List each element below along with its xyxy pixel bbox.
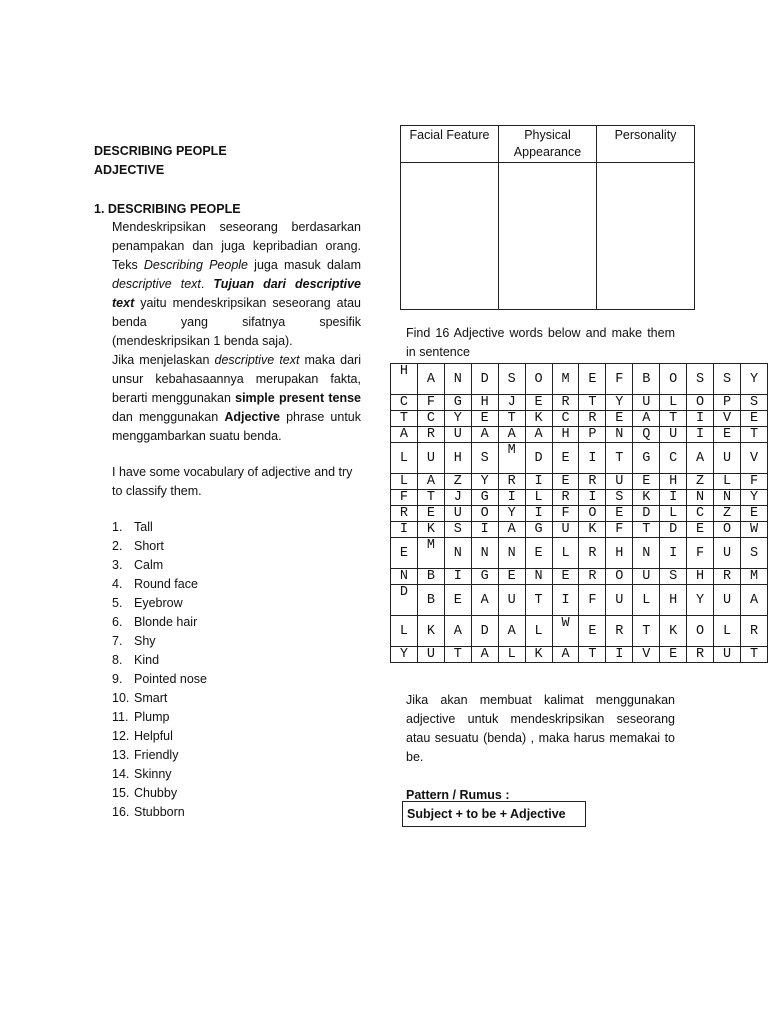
para2-text-b: maka dari unsur kebahasaannya merupakan fakta, berarti menggunakan xyxy=(112,353,361,405)
wordsearch-cell[interactable]: N xyxy=(687,490,714,506)
para2-bold-b: Adjective xyxy=(224,410,280,424)
wordsearch-cell[interactable]: F xyxy=(606,364,633,395)
wordsearch-cell[interactable]: L xyxy=(633,585,660,616)
wordsearch-cell[interactable]: T xyxy=(606,443,633,474)
wordsearch-cell[interactable]: N xyxy=(444,364,471,395)
vocab-item xyxy=(112,594,312,613)
wordsearch-row xyxy=(391,443,768,474)
wordsearch-cell[interactable]: I xyxy=(391,522,418,538)
wordsearch-cell[interactable]: N xyxy=(606,427,633,443)
wordsearch-cell[interactable]: R xyxy=(498,474,525,490)
wordsearch-grid xyxy=(390,363,768,663)
wordsearch-cell[interactable]: N xyxy=(714,490,741,506)
wordsearch-cell[interactable]: N xyxy=(525,569,552,585)
wordsearch-cell[interactable]: T xyxy=(633,616,660,647)
wordsearch-cell[interactable]: C xyxy=(687,506,714,522)
wordsearch-cell[interactable]: S xyxy=(740,538,767,569)
wordsearch-cell[interactable]: S xyxy=(498,364,525,395)
wordsearch-cell[interactable]: E xyxy=(606,506,633,522)
wordsearch-cell[interactable]: T xyxy=(740,647,767,663)
vocab-item xyxy=(112,575,312,594)
wordsearch-cell[interactable]: E xyxy=(552,474,579,490)
header-facial-feature: Facial Feature xyxy=(401,126,499,163)
wordsearch-row xyxy=(391,364,768,395)
wordsearch-cell[interactable]: U xyxy=(714,443,741,474)
wordsearch-cell[interactable]: G xyxy=(444,395,471,411)
wordsearch-cell[interactable]: Q xyxy=(633,427,660,443)
wordsearch-cell[interactable]: C xyxy=(391,395,418,411)
wordsearch-cell[interactable]: W xyxy=(552,616,579,647)
wordsearch-cell[interactable]: A xyxy=(391,427,418,443)
wordsearch-cell[interactable]: A xyxy=(740,585,767,616)
wordsearch-cell[interactable]: B xyxy=(417,569,444,585)
vocab-item-word: Eyebrow xyxy=(134,596,183,610)
wordsearch-cell[interactable]: E xyxy=(498,569,525,585)
wordsearch-cell[interactable]: T xyxy=(740,427,767,443)
wordsearch-cell[interactable]: C xyxy=(552,411,579,427)
wordsearch-cell[interactable]: G xyxy=(471,490,498,506)
wordsearch-cell[interactable]: T xyxy=(633,522,660,538)
section-paragraph-2 xyxy=(112,351,361,446)
wordsearch-cell[interactable]: V xyxy=(714,411,741,427)
wordsearch-cell[interactable]: F xyxy=(552,506,579,522)
wordsearch-cell[interactable]: U xyxy=(417,443,444,474)
wordsearch-cell[interactable]: G xyxy=(525,522,552,538)
para1-text-b: juga masuk dalam xyxy=(248,258,361,272)
wordsearch-cell[interactable]: D xyxy=(525,443,552,474)
wordsearch-cell[interactable]: O xyxy=(687,395,714,411)
vocab-item-number: 12. xyxy=(112,729,130,743)
wordsearch-cell[interactable]: E xyxy=(606,411,633,427)
wordsearch-cell[interactable]: L xyxy=(660,395,687,411)
wordsearch-cell[interactable]: O xyxy=(579,506,606,522)
classification-table xyxy=(400,125,695,310)
vocab-item xyxy=(112,670,312,689)
wordsearch-cell[interactable]: R xyxy=(714,569,741,585)
wordsearch-cell[interactable]: E xyxy=(687,522,714,538)
wordsearch-cell[interactable]: O xyxy=(687,616,714,647)
wordsearch-cell[interactable]: U xyxy=(660,427,687,443)
para2-text-d: phrase untuk menggambarkan suatu benda. xyxy=(112,410,361,443)
wordsearch-cell[interactable]: I xyxy=(471,522,498,538)
wordsearch-row xyxy=(391,616,768,647)
wordsearch-cell[interactable]: A xyxy=(498,427,525,443)
wordsearch-cell[interactable]: T xyxy=(660,411,687,427)
para1-italic-b: descriptive text xyxy=(112,277,201,291)
wordsearch-cell[interactable]: L xyxy=(391,474,418,490)
title-line-1: DESCRIBING PEOPLE xyxy=(94,144,227,158)
wordsearch-cell[interactable]: L xyxy=(660,506,687,522)
wordsearch-cell[interactable]: V xyxy=(633,647,660,663)
wordsearch-cell[interactable]: A xyxy=(471,585,498,616)
wordsearch-cell[interactable]: G xyxy=(633,443,660,474)
wordsearch-row xyxy=(391,395,768,411)
wordsearch-cell[interactable]: U xyxy=(714,585,741,616)
wordsearch-cell[interactable]: S xyxy=(444,522,471,538)
wordsearch-row xyxy=(391,538,768,569)
wordsearch-cell[interactable]: T xyxy=(391,411,418,427)
wordsearch-cell[interactable]: U xyxy=(444,506,471,522)
pattern-label: Pattern / Rumus : xyxy=(406,788,510,802)
para2-italic: descriptive text xyxy=(214,353,300,367)
wordsearch-cell[interactable]: E xyxy=(579,616,606,647)
wordsearch-cell[interactable]: U xyxy=(552,522,579,538)
wordsearch-cell[interactable]: U xyxy=(606,474,633,490)
vocab-item-number: 1. xyxy=(112,520,123,534)
wordsearch-cell[interactable]: I xyxy=(660,538,687,569)
wordsearch-cell[interactable]: B xyxy=(417,585,444,616)
wordsearch-cell[interactable]: A xyxy=(633,411,660,427)
vocab-item-word: Chubby xyxy=(134,786,178,800)
wordsearch-cell[interactable]: R xyxy=(417,427,444,443)
wordsearch-cell[interactable]: Z xyxy=(714,506,741,522)
wordsearch-cell[interactable]: R xyxy=(552,490,579,506)
wordsearch-cell[interactable]: L xyxy=(391,443,418,474)
wordsearch-cell[interactable]: M xyxy=(552,364,579,395)
wordsearch-cell[interactable]: I xyxy=(579,490,606,506)
wordsearch-cell[interactable]: A xyxy=(552,647,579,663)
wordsearch-cell[interactable]: H xyxy=(606,538,633,569)
para1-bold-italic: Tujuan dari descriptive text xyxy=(112,277,361,310)
wordsearch-cell[interactable]: W xyxy=(740,522,767,538)
wordsearch-cell[interactable]: I xyxy=(606,647,633,663)
wordsearch-cell[interactable]: R xyxy=(687,647,714,663)
wordsearch-cell[interactable]: F xyxy=(740,474,767,490)
wordsearch-cell[interactable]: Y xyxy=(391,647,418,663)
wordsearch-cell[interactable]: O xyxy=(660,364,687,395)
vocab-item xyxy=(112,689,312,708)
wordsearch-cell[interactable]: T xyxy=(525,585,552,616)
vocab-item-number: 15. xyxy=(112,786,130,800)
wordsearch-cell[interactable]: A xyxy=(471,647,498,663)
wordsearch-cell[interactable]: H xyxy=(660,585,687,616)
vocab-item xyxy=(112,746,312,765)
wordsearch-cell[interactable]: E xyxy=(579,364,606,395)
wordsearch-instruction: Find 16 Adjective words below and make them in sentence xyxy=(406,326,675,359)
wordsearch-cell[interactable]: L xyxy=(525,490,552,506)
wordsearch-cell[interactable]: H xyxy=(687,569,714,585)
vocab-item-word: Stubborn xyxy=(134,805,185,819)
vocab-item-number: 5. xyxy=(112,596,123,610)
wordsearch-cell[interactable]: A xyxy=(687,443,714,474)
vocab-item-word: Short xyxy=(134,539,164,553)
vocab-item-word: Blonde hair xyxy=(134,615,198,629)
wordsearch-cell[interactable]: J xyxy=(444,490,471,506)
wordsearch-cell[interactable]: R xyxy=(579,411,606,427)
wordsearch-cell[interactable]: U xyxy=(498,585,525,616)
wordsearch-row xyxy=(391,647,768,663)
wordsearch-cell[interactable]: U xyxy=(633,395,660,411)
wordsearch-cell[interactable]: D xyxy=(633,506,660,522)
wordsearch-cell[interactable]: T xyxy=(417,490,444,506)
wordsearch-cell[interactable]: R xyxy=(740,616,767,647)
wordsearch-cell[interactable]: T xyxy=(579,395,606,411)
wordsearch-cell[interactable]: E xyxy=(552,569,579,585)
vocab-item-number: 3. xyxy=(112,558,123,572)
wordsearch-cell[interactable]: L xyxy=(498,647,525,663)
wordsearch-cell[interactable]: S xyxy=(714,364,741,395)
wordsearch-cell[interactable]: I xyxy=(498,490,525,506)
wordsearch-cell[interactable]: E xyxy=(552,443,579,474)
vocab-item xyxy=(112,651,312,670)
para1-italic-a: Describing People xyxy=(143,258,249,272)
wordsearch-cell[interactable]: Z xyxy=(444,474,471,490)
facial-feature-cell[interactable] xyxy=(401,163,499,310)
wordsearch-cell[interactable]: F xyxy=(687,538,714,569)
vocab-item-word: Smart xyxy=(134,691,168,705)
vocab-item xyxy=(112,765,312,784)
wordsearch-cell[interactable]: C xyxy=(660,443,687,474)
wordsearch-cell[interactable]: N xyxy=(498,538,525,569)
wordsearch-row xyxy=(391,427,768,443)
wordsearch-cell[interactable]: K xyxy=(417,616,444,647)
vocab-item-number: 4. xyxy=(112,577,123,591)
wordsearch-cell[interactable]: R xyxy=(579,569,606,585)
wordsearch-cell[interactable]: U xyxy=(633,569,660,585)
wordsearch-cell[interactable]: F xyxy=(391,490,418,506)
vocab-item xyxy=(112,556,312,575)
vocab-item xyxy=(112,537,312,556)
title-line-2: ADJECTIVE xyxy=(94,163,165,177)
wordsearch-cell[interactable]: E xyxy=(525,395,552,411)
wordsearch-cell[interactable]: R xyxy=(579,474,606,490)
vocab-item xyxy=(112,632,312,651)
wordsearch-row xyxy=(391,490,768,506)
wordsearch-cell[interactable]: E xyxy=(391,538,418,569)
wordsearch-cell[interactable]: F xyxy=(579,585,606,616)
vocab-item xyxy=(112,518,312,537)
wordsearch-cell[interactable]: K xyxy=(525,411,552,427)
wordsearch-cell[interactable]: A xyxy=(498,616,525,647)
wordsearch-cell[interactable]: M xyxy=(740,569,767,585)
wordsearch-cell[interactable]: H xyxy=(391,364,418,395)
wordsearch-cell[interactable]: U xyxy=(714,538,741,569)
wordsearch-cell[interactable]: I xyxy=(525,474,552,490)
wordsearch-cell[interactable]: S xyxy=(687,364,714,395)
wordsearch-cell[interactable]: Y xyxy=(498,506,525,522)
wordsearch-cell[interactable]: U xyxy=(444,427,471,443)
wordsearch-cell[interactable]: A xyxy=(417,364,444,395)
wordsearch-cell[interactable]: F xyxy=(417,395,444,411)
wordsearch-cell[interactable]: A xyxy=(471,427,498,443)
wordsearch-row xyxy=(391,585,768,616)
para1-text-a: Mendeskripsikan seseorang berdasarkan penampakan dan juga kepribadian orang. Teks xyxy=(112,220,361,272)
wordsearch-cell[interactable]: Y xyxy=(606,395,633,411)
wordsearch-cell[interactable]: T xyxy=(498,411,525,427)
wordsearch-row xyxy=(391,522,768,538)
document-title xyxy=(94,142,374,180)
wordsearch-cell[interactable]: N xyxy=(471,538,498,569)
para1-text-c: . xyxy=(200,277,214,291)
vocab-item-number: 7. xyxy=(112,634,123,648)
wordsearch-cell[interactable]: O xyxy=(471,506,498,522)
vocab-item-word: Round face xyxy=(134,577,198,591)
wordsearch-cell[interactable]: K xyxy=(660,616,687,647)
wordsearch-cell[interactable]: Y xyxy=(687,585,714,616)
wordsearch-cell[interactable]: E xyxy=(633,474,660,490)
wordsearch-cell[interactable]: L xyxy=(714,474,741,490)
wordsearch-cell[interactable]: I xyxy=(552,585,579,616)
wordsearch-cell[interactable]: L xyxy=(525,616,552,647)
vocab-item xyxy=(112,708,312,727)
wordsearch-cell[interactable]: U xyxy=(714,647,741,663)
vocab-item xyxy=(112,613,312,632)
wordsearch-cell[interactable]: C xyxy=(417,411,444,427)
wordsearch-cell[interactable]: M xyxy=(417,538,444,569)
vocab-item-number: 8. xyxy=(112,653,123,667)
vocabulary-list xyxy=(112,518,312,822)
wordsearch-cell[interactable]: Y xyxy=(471,474,498,490)
wordsearch-cell[interactable]: E xyxy=(740,411,767,427)
pattern-formula-box: Subject + to be + Adjective xyxy=(402,801,586,827)
personality-cell[interactable] xyxy=(597,163,695,310)
header-physical-appearance: Physical Appearance xyxy=(499,126,597,163)
wordsearch-cell[interactable]: S xyxy=(606,490,633,506)
vocab-item-number: 10. xyxy=(112,691,130,705)
wordsearch-cell[interactable]: Y xyxy=(740,490,767,506)
wordsearch-cell[interactable]: D xyxy=(660,522,687,538)
wordsearch-cell[interactable]: E xyxy=(714,427,741,443)
vocab-item-number: 6. xyxy=(112,615,123,629)
vocab-item-word: Calm xyxy=(134,558,164,572)
vocab-item-word: Pointed nose xyxy=(134,672,207,686)
wordsearch-row xyxy=(391,474,768,490)
wordsearch-cell[interactable]: T xyxy=(444,647,471,663)
para1-text-d: yaitu mendeskripsikan seseorang atau benda yang sifatnya spesifik (mendeskripsikan 1 benda saja). xyxy=(112,296,361,348)
vocab-item-number: 9. xyxy=(112,672,123,686)
wordsearch-cell[interactable]: R xyxy=(552,395,579,411)
wordsearch-cell[interactable]: F xyxy=(606,522,633,538)
vocab-item-word: Kind xyxy=(134,653,160,667)
wordsearch-cell[interactable]: S xyxy=(740,395,767,411)
vocab-item-word: Plump xyxy=(134,710,170,724)
wordsearch-cell[interactable]: V xyxy=(740,443,767,474)
wordsearch-cell[interactable]: Z xyxy=(687,474,714,490)
wordsearch-cell[interactable]: E xyxy=(444,585,471,616)
wordsearch-cell[interactable]: N xyxy=(391,569,418,585)
wordsearch-cell[interactable]: T xyxy=(579,647,606,663)
wordsearch-cell[interactable]: H xyxy=(660,474,687,490)
wordsearch-cell[interactable]: D xyxy=(391,585,418,616)
wordsearch-cell[interactable]: Y xyxy=(444,411,471,427)
vocab-item xyxy=(112,727,312,746)
section-paragraph-1 xyxy=(112,218,361,351)
vocab-item-number: 14. xyxy=(112,767,130,781)
wordsearch-cell[interactable]: E xyxy=(471,411,498,427)
wordsearch-cell[interactable]: I xyxy=(660,490,687,506)
wordsearch-cell[interactable]: H xyxy=(444,443,471,474)
wordsearch-cell[interactable]: A xyxy=(498,522,525,538)
wordsearch-cell[interactable]: N xyxy=(444,538,471,569)
wordsearch-cell[interactable]: R xyxy=(579,538,606,569)
header-personality: Personality xyxy=(597,126,695,163)
vocab-item-word: Shy xyxy=(134,634,156,648)
wordsearch-cell[interactable]: G xyxy=(471,569,498,585)
vocab-item-number: 11. xyxy=(112,710,129,724)
wordsearch-cell[interactable]: I xyxy=(687,411,714,427)
wordsearch-cell[interactable]: Y xyxy=(740,364,767,395)
wordsearch-cell[interactable]: R xyxy=(606,616,633,647)
para2-text-a: Jika menjelaskan xyxy=(112,353,215,367)
wordsearch-cell[interactable]: U xyxy=(417,647,444,663)
wordsearch-cell[interactable]: K xyxy=(525,647,552,663)
para2-text-c: dan menggunakan xyxy=(112,410,225,424)
classification-empty-row xyxy=(401,163,695,310)
wordsearch-cell[interactable]: E xyxy=(525,538,552,569)
vocab-item-word: Friendly xyxy=(134,748,179,762)
wordsearch-cell[interactable]: J xyxy=(498,395,525,411)
wordsearch-cell[interactable]: O xyxy=(714,522,741,538)
classification-header-row xyxy=(401,126,695,163)
wordsearch-cell[interactable]: N xyxy=(633,538,660,569)
wordsearch-cell[interactable]: P xyxy=(579,427,606,443)
wordsearch-cell[interactable]: L xyxy=(391,616,418,647)
vocab-intro: I have some vocabulary of adjective and try to classify them. xyxy=(112,465,353,498)
wordsearch-cell[interactable]: L xyxy=(552,538,579,569)
wordsearch-cell[interactable]: R xyxy=(391,506,418,522)
wordsearch-cell[interactable]: S xyxy=(660,569,687,585)
wordsearch-cell[interactable]: M xyxy=(498,443,525,474)
para2-bold-a: simple present tense xyxy=(235,391,361,405)
physical-appearance-cell[interactable] xyxy=(499,163,597,310)
section-heading: 1. DESCRIBING PEOPLE xyxy=(94,202,241,216)
wordsearch-row xyxy=(391,569,768,585)
wordsearch-cell[interactable]: U xyxy=(606,585,633,616)
wordsearch-cell[interactable]: O xyxy=(606,569,633,585)
wordsearch-cell[interactable]: I xyxy=(687,427,714,443)
wordsearch-row xyxy=(391,411,768,427)
wordsearch-cell[interactable]: E xyxy=(740,506,767,522)
vocab-item xyxy=(112,784,312,803)
wordsearch-cell[interactable]: B xyxy=(633,364,660,395)
wordsearch-cell[interactable]: E xyxy=(660,647,687,663)
wordsearch-cell[interactable]: P xyxy=(714,395,741,411)
wordsearch-cell[interactable]: A xyxy=(417,474,444,490)
wordsearch-cell[interactable]: A xyxy=(444,616,471,647)
wordsearch-cell[interactable]: I xyxy=(525,506,552,522)
wordsearch-cell[interactable]: K xyxy=(579,522,606,538)
wordsearch-cell[interactable]: I xyxy=(579,443,606,474)
vocab-item-word: Tall xyxy=(134,520,153,534)
wordsearch-cell[interactable]: E xyxy=(417,506,444,522)
wordsearch-row xyxy=(391,506,768,522)
wordsearch-cell[interactable]: S xyxy=(471,443,498,474)
vocab-item-number: 16. xyxy=(112,805,130,819)
wordsearch-cell[interactable]: A xyxy=(525,427,552,443)
vocab-item-word: Helpful xyxy=(134,729,173,743)
wordsearch-cell[interactable]: I xyxy=(444,569,471,585)
wordsearch-cell[interactable]: D xyxy=(471,616,498,647)
sentence-note: Jika akan membuat kalimat menggunakan adjective untuk mendeskripsikan seseorang atau sesuatu (benda) , maka harus memakai to be. xyxy=(406,693,675,764)
wordsearch-cell[interactable]: L xyxy=(714,616,741,647)
vocab-item-number: 13. xyxy=(112,748,130,762)
vocab-item xyxy=(112,803,312,822)
wordsearch-cell[interactable]: H xyxy=(471,395,498,411)
wordsearch-cell[interactable]: O xyxy=(525,364,552,395)
wordsearch-cell[interactable]: K xyxy=(417,522,444,538)
vocab-item-word: Skinny xyxy=(134,767,172,781)
wordsearch-cell[interactable]: K xyxy=(633,490,660,506)
wordsearch-cell[interactable]: D xyxy=(471,364,498,395)
wordsearch-cell[interactable]: H xyxy=(552,427,579,443)
vocab-item-number: 2. xyxy=(112,539,123,553)
